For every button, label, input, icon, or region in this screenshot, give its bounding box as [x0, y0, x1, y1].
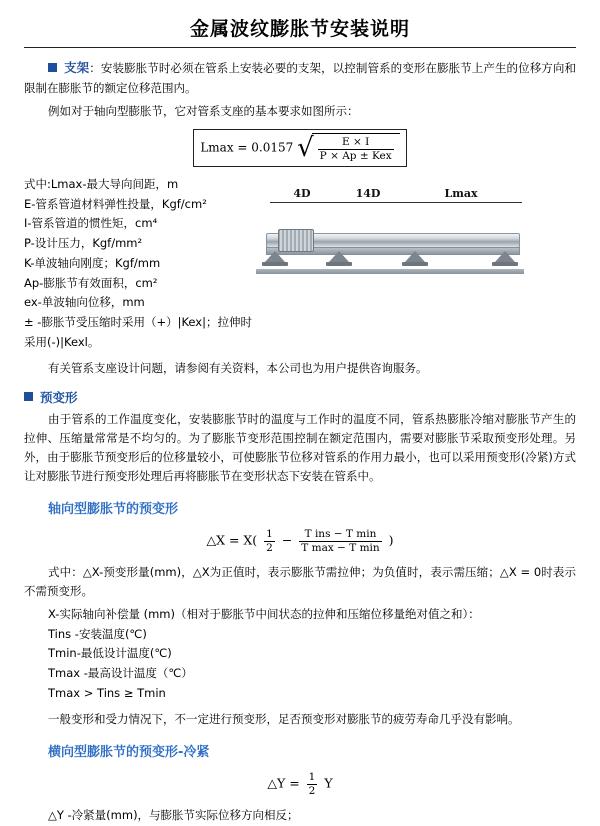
formula-lateral-rhs: Y: [324, 775, 333, 791]
formula-axial-temp-ratio: $\frac{\text{T ins − T min}}{\text{T max − T min}}$: [301, 527, 380, 554]
bullet-square-icon: [48, 63, 57, 72]
lateral-predeform-desc: △Y -冷紧量(mm)，与膨胀节实际位移方向相反；: [48, 808, 299, 823]
figure-label-lmax: Lmax: [444, 186, 478, 200]
formula-lmax-denominator: P × Ap ± Kex: [319, 149, 392, 162]
pipe-support: [262, 251, 288, 267]
term-item: X-实际轴向补偿量 (mm)（相对于膨胀节中间状态的拉伸和压缩位移量绝对值之和）：: [48, 606, 480, 621]
page-title: 金属波纹膨胀节安装说明: [189, 18, 410, 40]
formula-lmax-numerator: E × I: [318, 136, 394, 150]
definitions-and-figure: [24, 173, 576, 359]
bellows-expansion-joint: [278, 229, 314, 252]
section-support-para2: 例如对于轴向型膨胀节，它对管系支座的基本要求如图所示：: [48, 103, 359, 118]
figure-dimension-line: [270, 202, 522, 203]
pipe-support: [402, 251, 428, 267]
formula-axial-minus: −: [281, 532, 293, 548]
formula-axial-rhs: ): [388, 532, 394, 548]
piping-support-figure: [256, 173, 576, 281]
term-item: Tmax > Tins ≥ Tmin: [48, 685, 166, 700]
definition-item: Ap-膨胀节有效面积，cm²: [24, 275, 158, 290]
term-item: Tmax -最高设计温度（℃）: [48, 666, 193, 681]
definition-item: P-设计压力，Kgf/mm²: [24, 236, 143, 251]
figure-drawing: [256, 207, 524, 281]
term-item: Tins -安装温度(℃): [48, 626, 147, 641]
formula-lmax: [24, 129, 576, 167]
section-predeform-heading-label: 预变形: [40, 389, 78, 405]
axial-predeform-terms: [24, 605, 576, 704]
figure-label-14d: 14D: [355, 186, 381, 200]
ground-line: [256, 269, 524, 274]
axial-predeform-heading: 轴向型膨胀节的预变形: [48, 501, 179, 517]
document-page: [0, 14, 600, 823]
formula-lmax-lhs: Lmax = 0.0157: [200, 140, 294, 155]
term-item: Tmin-最低设计温度(℃): [48, 646, 172, 661]
formula-axial-half: $\frac{1}{2}$: [266, 527, 273, 554]
pipe-support: [492, 251, 518, 267]
bullet-square-icon: [24, 392, 33, 401]
section-predeform-heading: [24, 388, 576, 406]
section-support-heading: 支架：安装膨胀节时必须在管系上安装必要的支架，以控制管系的变形在膨胀节上产生的位移方向和限制在膨胀节的额定位移范围内。: [24, 60, 576, 95]
definition-item: 式中:Lmax-最大导向间距，m: [24, 176, 179, 191]
axial-predeform-desc: 式中：△X-预变形量(mm)，△X为正值时，表示膨胀节需拉伸；为负值时，表示需压缩；△X = 0时表示不需预变形。: [24, 564, 576, 598]
figure-label-4d: 4D: [293, 186, 311, 200]
section-support-para1: 安装膨胀节时必须在管系上安装必要的支架，以控制管系的变形在膨胀节上产生的位移方向和限制在膨胀节的额定位移范围内。: [24, 61, 576, 95]
document-content: [0, 58, 600, 826]
radical-icon: √: [297, 132, 314, 163]
formula-lmax-sqrt: [297, 133, 400, 163]
axial-predeform-note: 一般变形和受力情况下，不一定进行预变形，足否预变形对膨胀节的疲劳寿命几乎没有影响。: [48, 711, 520, 726]
section-predeform-para1: 由于管系的工作温度变化，安装膨胀节时的温度与工作时的温度不同，管系热膨胀冷缩对膨胀节产生的拉伸、压缩量常常是不均匀的。为了膨胀节变形范围控制在额定范围内，需要对膨胀节采取预变形处理。另外，由于膨胀节预变形后的位移量较小，可使膨胀节位移对管系的作用力最小，也可以采用预变形(冷紧)方式让对膨胀节进行预变形处理后再将膨胀节在变形状态下安装在管系中。: [24, 411, 576, 483]
formula-axial-predeform: [24, 527, 576, 555]
definition-item: E-管系管道材料弹性投量，Kgf/cm²: [24, 196, 207, 211]
definition-item: ± -膨胀节受压缩时采用（+）|Kex|；拉伸时采用(-)|Kexl。: [24, 315, 252, 349]
pipe-support: [326, 251, 352, 267]
definition-item: ex-单波轴向位移，mm: [24, 295, 145, 310]
support-design-note: 有关管系支座设计问题，请参阅有关资料，本公司也为用户提供咨询服务。: [48, 360, 428, 375]
formula-lateral-half: $\frac{1}{2}$: [308, 771, 316, 798]
title-divider: [24, 47, 576, 48]
figure-dimension-labels: [256, 187, 576, 200]
lateral-predeform-heading: 横向型膨胀节的预变形-冷紧: [48, 745, 210, 761]
formula-lmax-body: [193, 129, 406, 167]
formula-lateral-predeform: [24, 770, 576, 798]
definition-item: K-单波轴向刚度；Kgf/mm: [24, 255, 161, 270]
formula-axial-lhs: △X = X(: [206, 532, 258, 548]
formula-lateral-lhs: △Y =: [267, 775, 300, 791]
definition-list: [24, 175, 252, 353]
section-support-heading-label: 支架: [64, 60, 90, 75]
definition-item: I-管系管道的惯性矩，cm⁴: [24, 216, 158, 231]
